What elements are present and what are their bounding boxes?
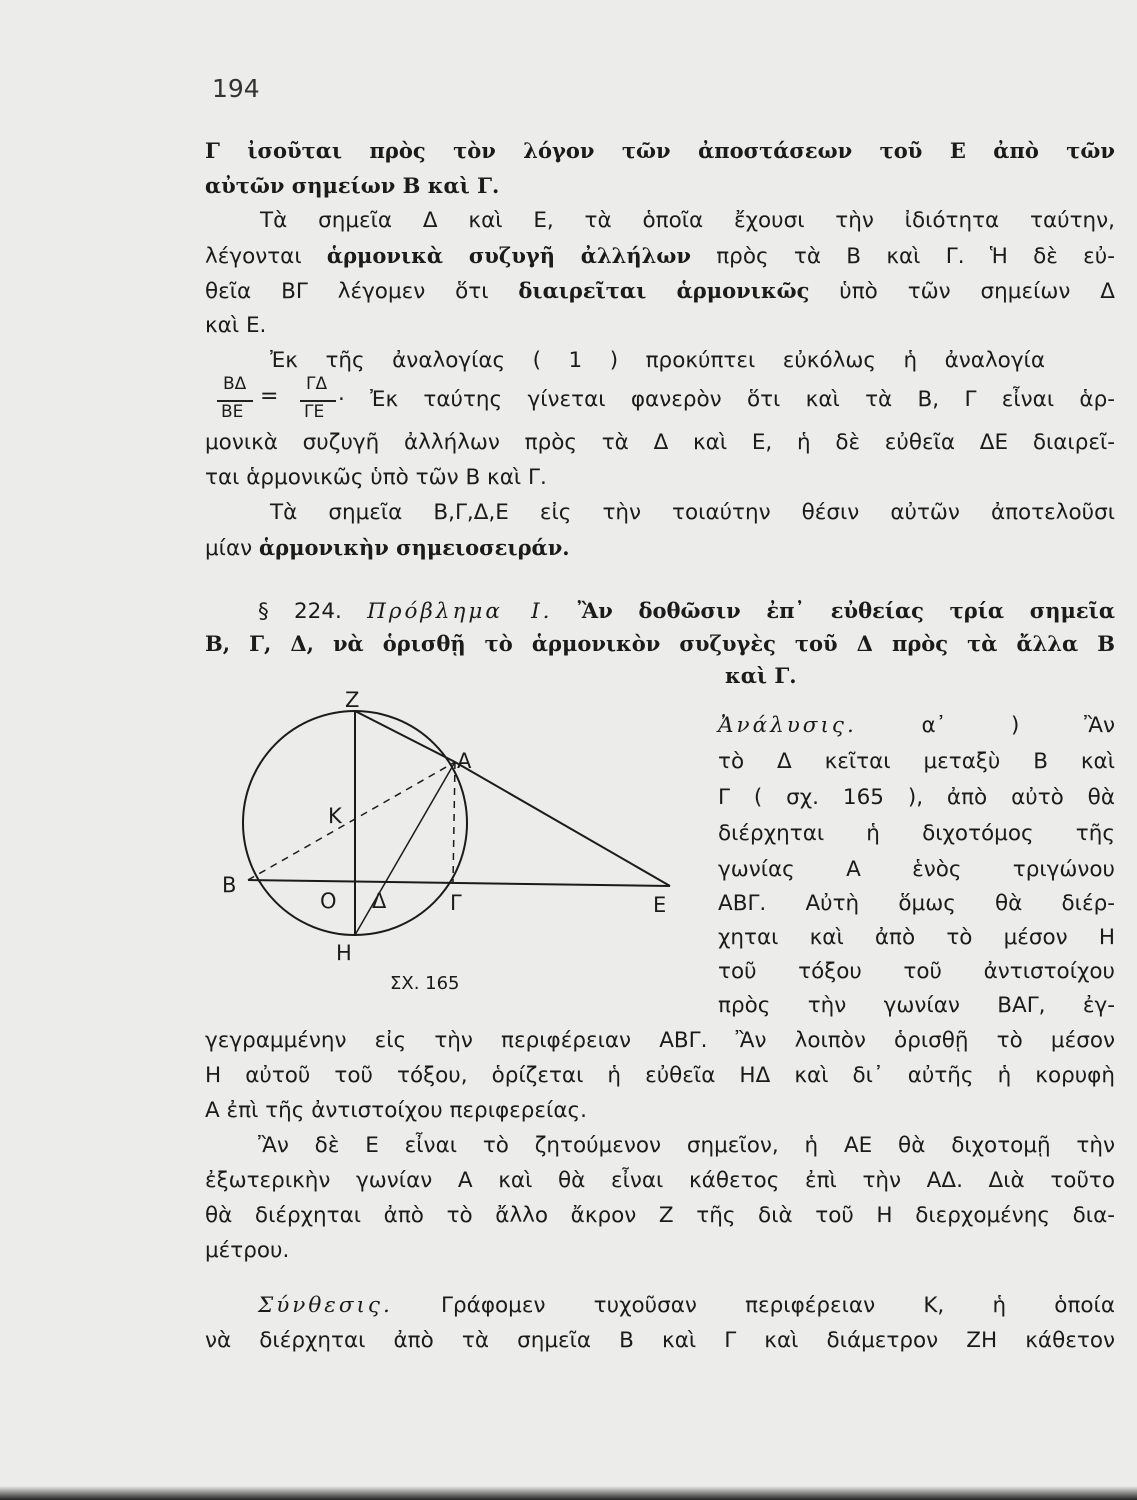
label-k: Κ: [328, 804, 342, 828]
para1-line2: αὐτῶν σημείων Β καὶ Γ.: [205, 173, 500, 198]
analysis-line2: τὸ Δ κεῖται μεταξὺ Β καὶ: [718, 749, 1115, 774]
label-b: Β: [222, 873, 237, 897]
para2-line3: θεῖα ΒΓ λέγομεν ὅτι διαιρεῖται ἁρμονικῶς ὑπὸ τῶν σημείων Δ: [205, 278, 1115, 304]
equals-sign: =: [260, 384, 279, 409]
analysis-line7: χηται καὶ ἀπὸ τὸ μέσον Η: [718, 925, 1115, 950]
line-za: [355, 711, 455, 762]
line-ba-dashed: [248, 762, 455, 880]
para3-line3: μονικὰ συζυγῆ ἀλλήλων πρὸς τὰ Δ καὶ Ε, ἡ δὲ εὐθεῖα ΔΕ διαιρεῖ-: [205, 430, 1115, 455]
para3-line1: Ἐκ τῆς ἀναλογίας ( 1 ) προκύπτει εὐκόλως ἡ ἀναλογία: [270, 348, 1045, 373]
problem-line1: § 224. Πρόβλημα Ι. Ἂν δοθῶσιν ἐπ᾽ εὐθείας τρία σημεῖα: [258, 598, 1115, 624]
analysis-line6: ΑΒΓ. Αὐτὴ ὅμως θὰ διέρ-: [718, 891, 1115, 916]
synthesis-line2: νὰ διέρχηται ἀπὸ τὰ σημεῖα Β καὶ Γ καὶ διάμετρον ΖΗ κάθετον: [205, 1328, 1115, 1353]
label-h: Η: [336, 941, 352, 965]
scan-bottom-edge: [0, 1486, 1137, 1500]
para3-line4: ται ἁρμονικῶς ὑπὸ τῶν Β καὶ Γ.: [205, 465, 547, 490]
analysis-line12: Α ἐπὶ τῆς ἀντιστοίχου περιφερείας.: [205, 1098, 587, 1123]
problem-line2: Β, Γ, Δ, νὰ ὁρισθῇ τὸ ἁρμονικὸν συζυγὲς τοῦ Δ πρὸς τὰ ἄλλα Β: [205, 631, 1115, 656]
para5-line2: ἐξωτερικὴν γωνίαν Α καὶ θὰ εἶναι κάθετος ἐπὶ τὴν ΑΔ. Διὰ τοῦτο: [205, 1168, 1115, 1193]
analysis-line5: γωνίας Α ἑνὸς τριγώνου: [718, 857, 1115, 882]
analysis-line1: Ἀνάλυσις. α᾽ ) Ἂν: [718, 713, 1115, 738]
label-g: Γ: [450, 891, 462, 915]
para2-line1: Τὰ σημεῖα Δ καὶ Ε, τὰ ὁποῖα ἔχουσι τὴν ἰδιότητα ταύτην,: [260, 208, 1115, 233]
page-number: 194: [212, 74, 260, 103]
analysis-line10: γεγραμμένην εἰς τὴν περιφέρειαν ΑΒΓ. Ἂν λοιπὸν ὁρισθῇ τὸ μέσον: [205, 1028, 1115, 1053]
line-ah: [355, 762, 455, 935]
label-o: Ο: [320, 889, 337, 913]
figure-caption: ΣΧ. 165: [390, 973, 460, 994]
para5-line4: μέτρου.: [205, 1238, 290, 1263]
line-ae: [455, 762, 670, 886]
label-z: Ζ: [345, 688, 360, 712]
label-e: Ε: [653, 893, 667, 917]
analysis-line3: Γ ( σχ. 165 ), ἀπὸ αὐτὸ θὰ: [718, 785, 1115, 810]
analysis-line9: πρὸς τὴν γωνίαν ΒΑΓ, ἐγ-: [718, 993, 1115, 1018]
analysis-line8: τοῦ τόξου τοῦ ἀντιστοίχου: [718, 959, 1115, 984]
para4-line2: μίαν ἁρμονικὴν σημειοσειράν.: [205, 535, 570, 561]
para3-line2: · Ἐκ ταύτης γίνεται φανερὸν ὅτι καὶ τὰ Β, Γ εἶναι ἁρ-: [338, 387, 1115, 412]
para5-line1: Ἂν δὲ Ε εἶναι τὸ ζητούμενον σημεῖον, ἡ ΑΕ θὰ διχοτομῇ τὴν: [258, 1133, 1115, 1158]
geometry-figure-165: [200, 680, 700, 1000]
synthesis-line1: Σύνθεσις. Γράφομεν τυχοῦσαν περιφέρειαν Κ, ἡ ὁποία: [258, 1293, 1115, 1318]
para4-line1: Τὰ σημεῖα Β,Γ,Δ,Ε εἰς τὴν τοιαύτην θέσιν αὐτῶν ἀποτελοῦσι: [270, 500, 1115, 525]
para1-line1: Γ ἰσοῦται πρὸς τὸν λόγον τῶν ἀποστάσεων τοῦ Ε ἀπὸ τῶν: [205, 138, 1115, 163]
para5-line3: θὰ διέρχηται ἀπὸ τὸ ἄλλο ἄκρον Ζ τῆς διὰ τοῦ Η διερχομένης δια-: [205, 1203, 1115, 1228]
analysis-line11: Η αὐτοῦ τοῦ τόξου, ὁρίζεται ἡ εὐθεῖα ΗΔ καὶ δι᾽ αὐτῆς ἡ κορυφὴ: [205, 1063, 1115, 1088]
line-ag-dashed: [453, 762, 455, 882]
analysis-line4: διέρχηται ἡ διχοτόμος τῆς: [718, 821, 1115, 846]
problem-line3: καὶ Γ.: [725, 663, 797, 688]
para2-line2: λέγονται ἁρμονικὰ συζυγῆ ἀλλήλων πρὸς τὰ Β καὶ Γ. Ἡ δὲ εὐ-: [205, 243, 1115, 269]
line-be: [248, 880, 670, 886]
label-a: Α: [457, 749, 472, 773]
label-d: Δ: [372, 889, 387, 913]
para2-line4: καὶ Ε.: [205, 313, 267, 338]
